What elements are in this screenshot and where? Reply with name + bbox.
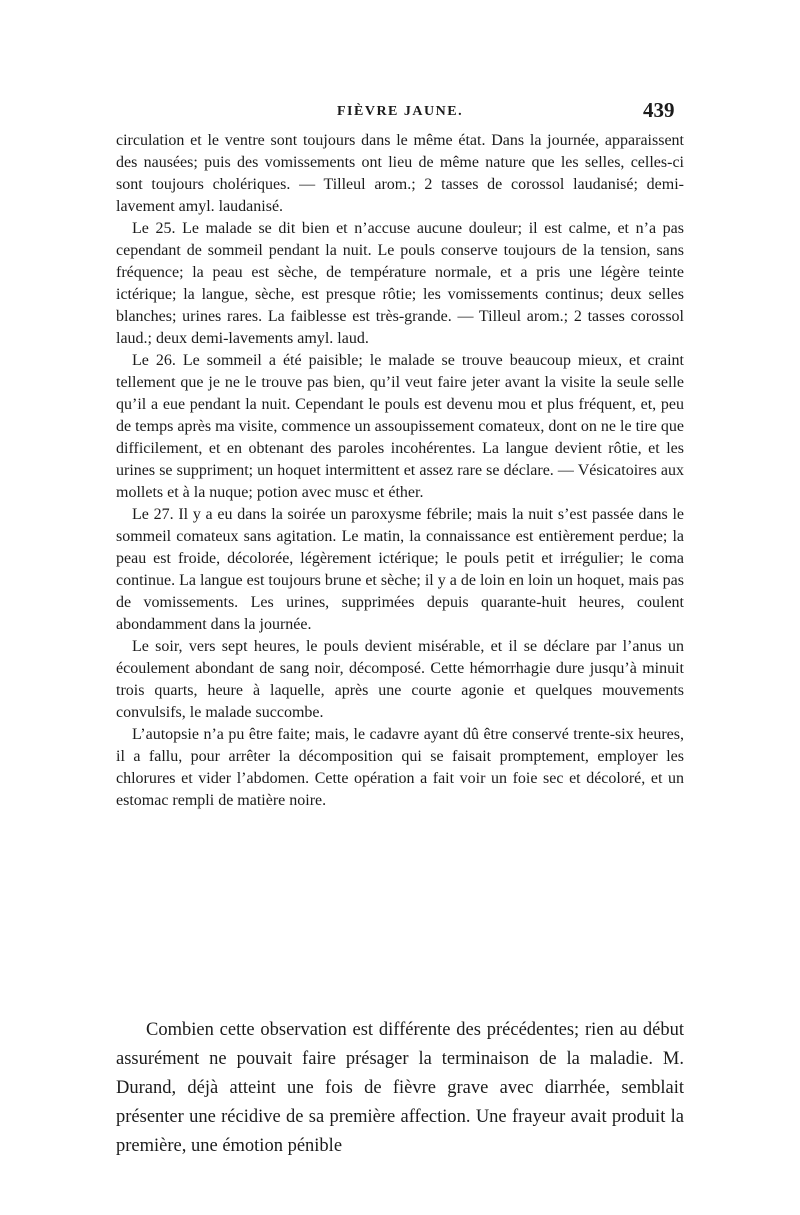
paragraph-day-25: Le 25. Le malade se dit bien et n’accuse aucune douleur; il est calme, et n’a pas cependant de sommeil pendant la nuit. Le pouls conserve toujours de la tension, sans fréquence; la peau est sèche, de température normale, et a pris une légère teinte ictérique; la langue, sèche, est presque rôtie; les vomissements continus; deux selles blanches; urines rares. La faiblesse est très-grande. — Tilleul arom.; 2 tasses corossol laud.; deux demi-lavements amyl. laud. bbox=[116, 220, 684, 347]
paragraph-day-27: Le 27. Il y a eu dans la soirée un paroxysme fébrile; mais la nuit s’est passée dans le sommeil comateux sans agitation. Le matin, la connaissance est entièrement perdue; la peau est froide, décolorée, légèrement ictérique; le pouls petit et irrégulier; le coma continue. La langue est toujours brune et sèche; il y a de loin en loin un hoquet, mais pas de vomissements. Les urines, supprimées depuis quarante-huit heures, coulent abondamment dans la journée. bbox=[116, 506, 684, 633]
paragraph-autopsy: L’autopsie n’a pu être faite; mais, le cadavre ayant dû être conservé trente-six heures, il a fallu, pour arrêter la décomposition qui se faisait promptement, employer les chlorures et vider l’abdomen. Cette opération a fait voir un foie sec et décoloré, et un estomac rempli de matière noire. bbox=[116, 726, 684, 809]
paragraph-commentary: Combien cette observation est différente des précédentes; rien au début assurément ne pouvait faire présager la terminaison de la maladie. M. Durand, déjà atteint une fois de fièvre grave avec diarrhée, semblait présenter une récidive de sa première affection. Une frayeur avait produit la première, une émotion pénible bbox=[116, 1020, 684, 1156]
paragraph-evening: Le soir, vers sept heures, le pouls devient misérable, et il se déclare par l’anus un écoulement abondant de sang noir, décomposé. Cette hémorrhagie dure jusqu’à minuit trois quarts, heure à laquelle, après une courte agonie et quelques mouvements convulsifs, le malade succombe. bbox=[116, 638, 684, 721]
paragraph-continuation: circulation et le ventre sont toujours dans le même état. Dans la journée, apparaissent des nausées; puis des vomissements ont lieu de même nature que les selles, celles-ci sont toujours cholériques. — Tilleul arom.; 2 tasses de corossol laudanisé; demi-lavement amyl. laudanisé. bbox=[116, 132, 684, 215]
page-number: 439 bbox=[643, 98, 675, 122]
case-notes-text bbox=[116, 130, 684, 812]
commentary-text bbox=[116, 1016, 684, 1161]
paragraph-day-26: Le 26. Le sommeil a été paisible; le malade se trouve beaucoup mieux, et craint tellement que je ne le trouve pas bien, qu’il veut faire jeter avant la visite la seule selle qu’il a eue pendant la nuit. Cependant le pouls est devenu mou et plus fréquent, et, peu de temps après ma visite, commence un assoupissement comateux, dont on ne le tire que difficilement, et en obtenant des paroles incohérentes. La langue devient rôtie, et les urines se suppriment; un hoquet intermittent et assez rare se déclare. — Vésicatoires aux mollets et à la nuque; potion avec musc et éther. bbox=[116, 352, 684, 501]
running-head bbox=[0, 98, 800, 126]
running-title: FIÈVRE JAUNE. bbox=[337, 104, 464, 119]
